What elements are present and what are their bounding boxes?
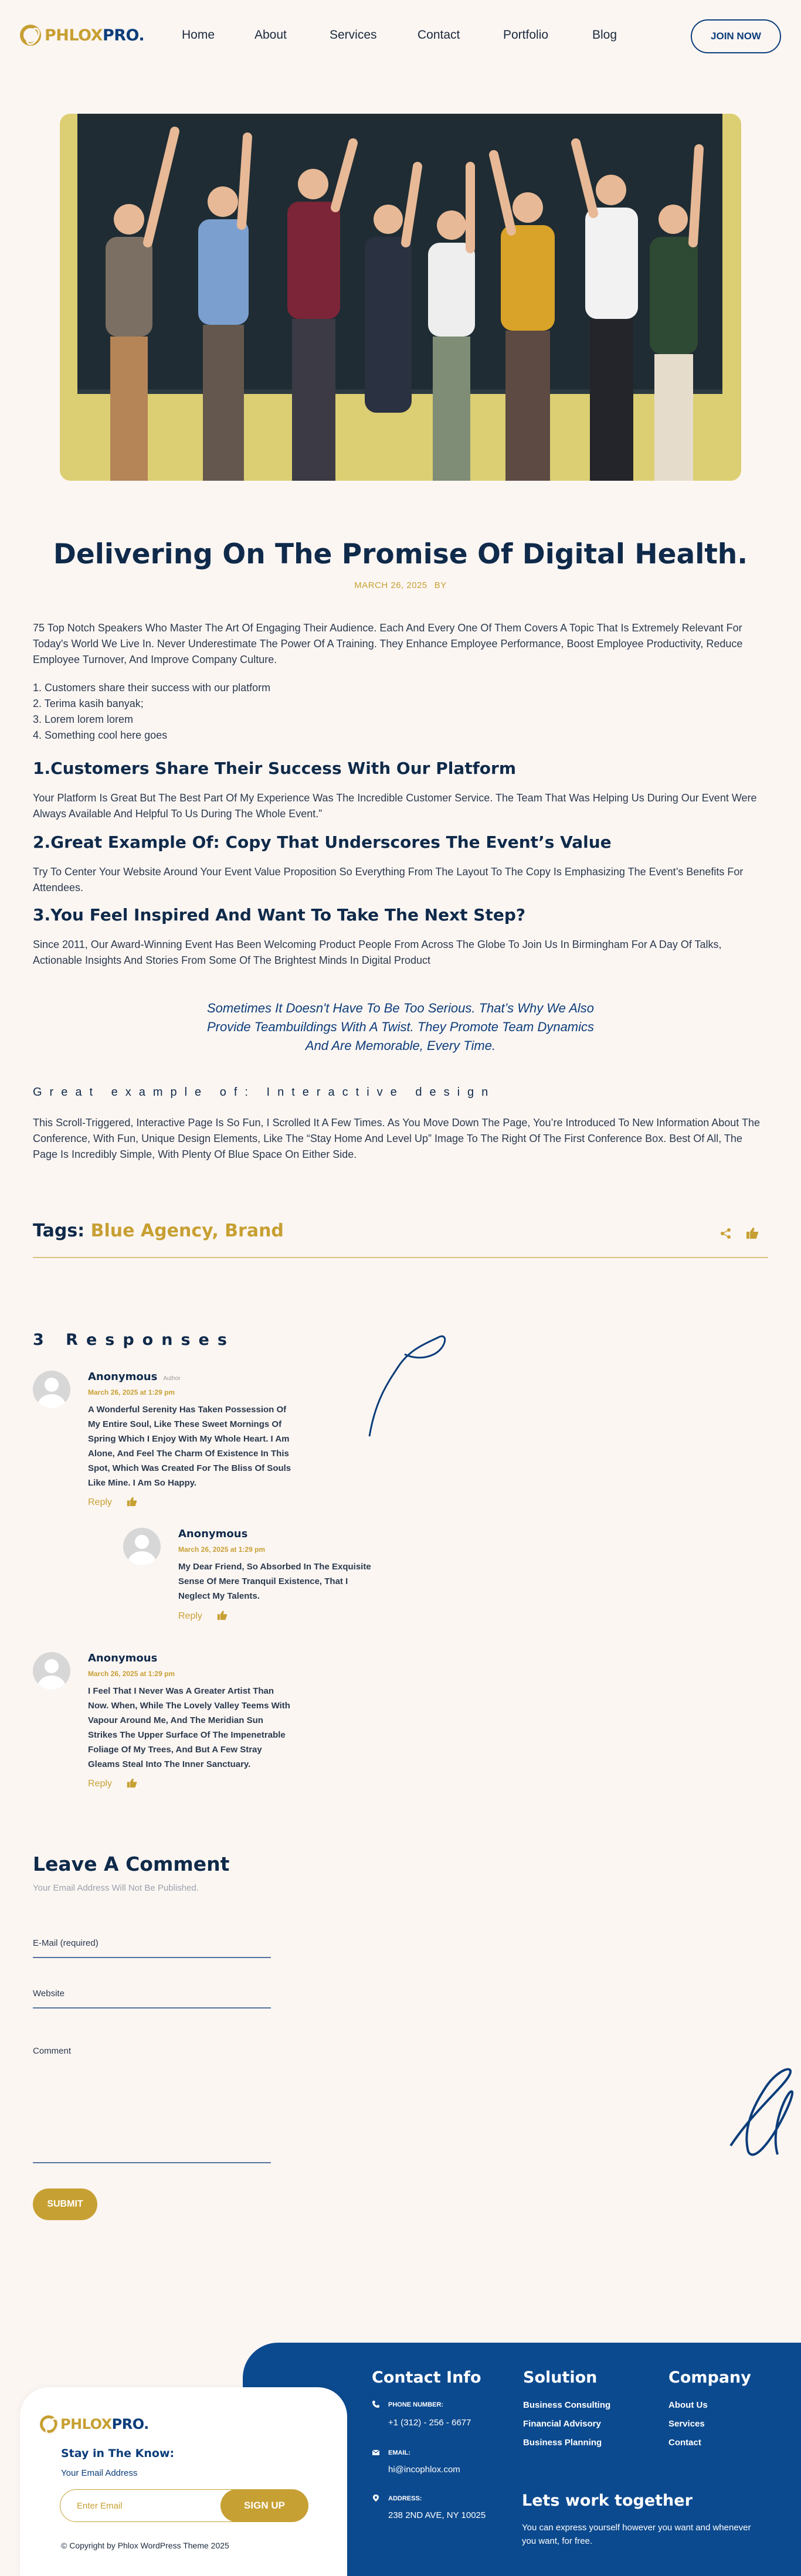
email-label: E-Mail (required) <box>33 1938 99 1948</box>
reply-link[interactable]: Reply <box>178 1611 202 1621</box>
hero-image <box>60 114 741 481</box>
footer-link-business-consulting[interactable]: Business Consulting <box>523 2400 611 2410</box>
post-by: BY <box>434 580 447 590</box>
list-item: 4. Something cool here goes <box>33 729 168 741</box>
comment-author: Anonymous <box>88 1652 158 1664</box>
submit-button[interactable]: SUBMIT <box>33 2188 97 2220</box>
newsletter-heading: Stay in The Know: <box>61 2447 175 2460</box>
section-heading-2: 2.Great Example Of: Copy That Underscores The Event’s Value <box>33 832 612 852</box>
comment-author: Anonymous Author <box>88 1371 181 1383</box>
spaced-heading: Great example of: Interactive design <box>33 1086 496 1099</box>
nav-home[interactable]: Home <box>182 28 215 42</box>
company-title: Company <box>668 2368 751 2387</box>
lets-work-together-title: Lets work together <box>522 2492 693 2510</box>
author-badge: Author <box>163 1375 181 1382</box>
post-tags <box>33 1221 284 1241</box>
email-address[interactable]: hi@incophlox.com <box>388 2465 460 2475</box>
section-text-3: Since 2011, Our Award-Winning Event Has Been Welcoming Product People From Across The Globe To Join Us In Birmingham For A Day Of Talks, Actionable Insights And Stories From Some Of The Brightest Minds In Digital Product <box>33 939 722 966</box>
website-field[interactable] <box>33 2007 271 2009</box>
section-text-1: Your Platform Is Great But The Best Part Of My Experience Was The Incredible Customer Service. The Team That Was Helping Us During Our Event Were Always Available And Helpful To Us During The Whole Event.” <box>33 792 757 820</box>
logo-icon <box>40 2415 57 2433</box>
copyright: © Copyright by Phlox WordPress Theme 2025 <box>61 2541 229 2550</box>
comment-text: I Feel That I Never Was A Greater Artist Than Now. When, While The Lovely Valley Teems With Vapour Around Me, And The Meridian Sun Strikes The Upper Surface Of The Impenetrable Foliage Of My Trees, And But A Few Stray Gleams Steal Into The Inner Sanctuary. <box>88 1686 290 1769</box>
avatar <box>123 1528 161 1565</box>
brand-name: PHLOXPRO. <box>45 26 145 45</box>
avatar <box>33 1652 70 1690</box>
section-heading-3: 3.You Feel Inspired And Want To Take The Next Step? <box>33 905 526 925</box>
brand-name: PHLOXPRO. <box>60 2416 149 2432</box>
signup-button[interactable]: SIGN UP <box>220 2489 308 2522</box>
email-label: EMAIL: <box>388 2449 410 2456</box>
post-title: Delivering On The Promise Of Digital Health. <box>53 538 748 570</box>
comment-date[interactable]: March 26, 2025 at 1:29 pm <box>88 1388 175 1396</box>
address-value: 238 2ND AVE, NY 10025 <box>388 2510 486 2520</box>
pull-quote: Sometimes It Doesn't Have To Be Too Serious. That’s Why We Also Provide Teambuildings With A Twist. They Promote Team Dynamics And Are Memorable, Every Time. <box>206 1001 595 1053</box>
comment-2-reply <box>123 1528 416 1627</box>
section-text-4: This Scroll-Triggered, Interactive Page Is So Fun, I Scrolled It A Few Times. As You Move Down The Page, You’re Introduced To New Information About The Conference, With Fun, Unique Design Elements, Like The “Stay Home And Level Up” Image To The Right Of The First Conference Box. Best Of All, The Page Is Incredibly Simple, With Plenty Of Blue Space On Either Side. <box>33 1117 760 1160</box>
footer-link-about-us[interactable]: About Us <box>668 2400 708 2410</box>
section-heading-1: 1.Customers Share Their Success With Our Platform <box>33 759 517 778</box>
list-item: 1. Customers share their success with our platform <box>33 682 271 694</box>
avatar <box>33 1371 70 1408</box>
website-label: Website <box>33 1989 65 1999</box>
list-item: 2. Terima kasih banyak; <box>33 698 144 709</box>
nav-portfolio[interactable]: Portfolio <box>503 28 549 42</box>
address-label: ADDRESS: <box>388 2495 422 2502</box>
share-icon[interactable] <box>720 1228 732 1239</box>
comment-1 <box>33 1371 385 1511</box>
list-item: 3. Lorem lorem lorem <box>33 713 134 725</box>
site-header <box>0 0 801 73</box>
responses-title: 3 Responses <box>33 1331 235 1349</box>
logo-icon <box>20 25 41 46</box>
nav-about[interactable]: About <box>254 28 287 42</box>
post-meta <box>0 580 801 590</box>
brand-logo[interactable] <box>20 25 144 46</box>
post-list <box>33 680 768 743</box>
comment-date[interactable]: March 26, 2025 at 1:29 pm <box>178 1545 266 1554</box>
tags-divider <box>33 1257 768 1258</box>
solution-title: Solution <box>523 2368 598 2387</box>
thumbs-up-icon[interactable] <box>127 1496 137 1507</box>
nav-services[interactable]: Services <box>330 28 377 42</box>
reply-link[interactable]: Reply <box>88 1779 112 1789</box>
contact-title: Contact Info <box>372 2368 481 2387</box>
nav-contact[interactable]: Contact <box>418 28 460 42</box>
email-field[interactable] <box>33 1957 271 1958</box>
decorative-scribble-icon <box>719 2052 801 2169</box>
footer-link-contact[interactable]: Contact <box>668 2438 701 2448</box>
tags-label: Tags: <box>33 1221 85 1241</box>
email-icon <box>372 2448 380 2456</box>
reply-link[interactable]: Reply <box>88 1497 112 1507</box>
footer-logo[interactable] <box>40 2415 149 2433</box>
post-date[interactable]: MARCH 26, 2025 <box>354 580 427 590</box>
comment-author: Anonymous <box>178 1528 248 1540</box>
footer-link-services[interactable]: Services <box>668 2419 705 2429</box>
location-icon <box>372 2494 380 2502</box>
phone-number[interactable]: +1 (312) - 256 - 6677 <box>388 2418 471 2428</box>
comment-date[interactable]: March 26, 2025 at 1:29 pm <box>88 1670 175 1678</box>
footer-link-financial-advisory[interactable]: Financial Advisory <box>523 2419 601 2429</box>
comment-label: Comment <box>33 2046 72 2056</box>
thumbs-up-icon[interactable] <box>217 1610 228 1620</box>
nav-blog[interactable]: Blog <box>592 28 617 42</box>
newsletter-email-input[interactable]: Enter Email <box>60 2489 271 2522</box>
join-now-button[interactable]: JOIN NOW <box>691 19 781 53</box>
footer-link-business-planning[interactable]: Business Planning <box>523 2438 602 2448</box>
section-text-2: Try To Center Your Website Around Your Event Value Proposition So Everything From The Layout To The Copy Is Emphasizing The Event’s Benefits For Attendees. <box>33 866 744 893</box>
post-intro: 75 Top Notch Speakers Who Master The Art Of Engaging Their Audience. Each And Every One Of Them Covers A Topic That Is Extremely Relevant For Today's World We Live In. Never Underestimate The Power Of A Training. They Enhance Employee Performance, Boost Employee Productivity, Reduce Employee Turnover, And Improve Company Culture. <box>33 622 743 665</box>
form-note: Your Email Address Will Not Be Published. <box>33 1883 199 1893</box>
lets-work-together-text: You can express yourself however you want and whenever you want, for free. <box>522 2523 751 2546</box>
phone-label: PHONE NUMBER: <box>388 2401 444 2408</box>
comment-3 <box>33 1652 385 1793</box>
comment-text: A Wonderful Serenity Has Taken Possession Of My Entire Soul, Like These Sweet Mornings Of Spring Which I Enjoy With My Whole Heart. I Am Alone, And Feel The Charm Of Existence In This Spot, Which Was Created For The Bliss Of Souls Like Mine. I Am So Happy. <box>88 1405 291 1488</box>
leave-comment-title: Leave A Comment <box>33 1853 230 1875</box>
phone-icon <box>372 2400 380 2408</box>
comment-field[interactable] <box>33 2162 271 2163</box>
thumbs-up-icon[interactable] <box>127 1778 137 1788</box>
thumbs-up-icon[interactable] <box>746 1226 759 1239</box>
newsletter-subtitle: Your Email Address <box>61 2468 138 2478</box>
tag-links[interactable]: Blue Agency, Brand <box>90 1221 284 1241</box>
comment-text: My Dear Friend, So Absorbed In The Exquisite Sense Of Mere Tranquil Existence, That I Neglect My Talents. <box>178 1562 371 1601</box>
